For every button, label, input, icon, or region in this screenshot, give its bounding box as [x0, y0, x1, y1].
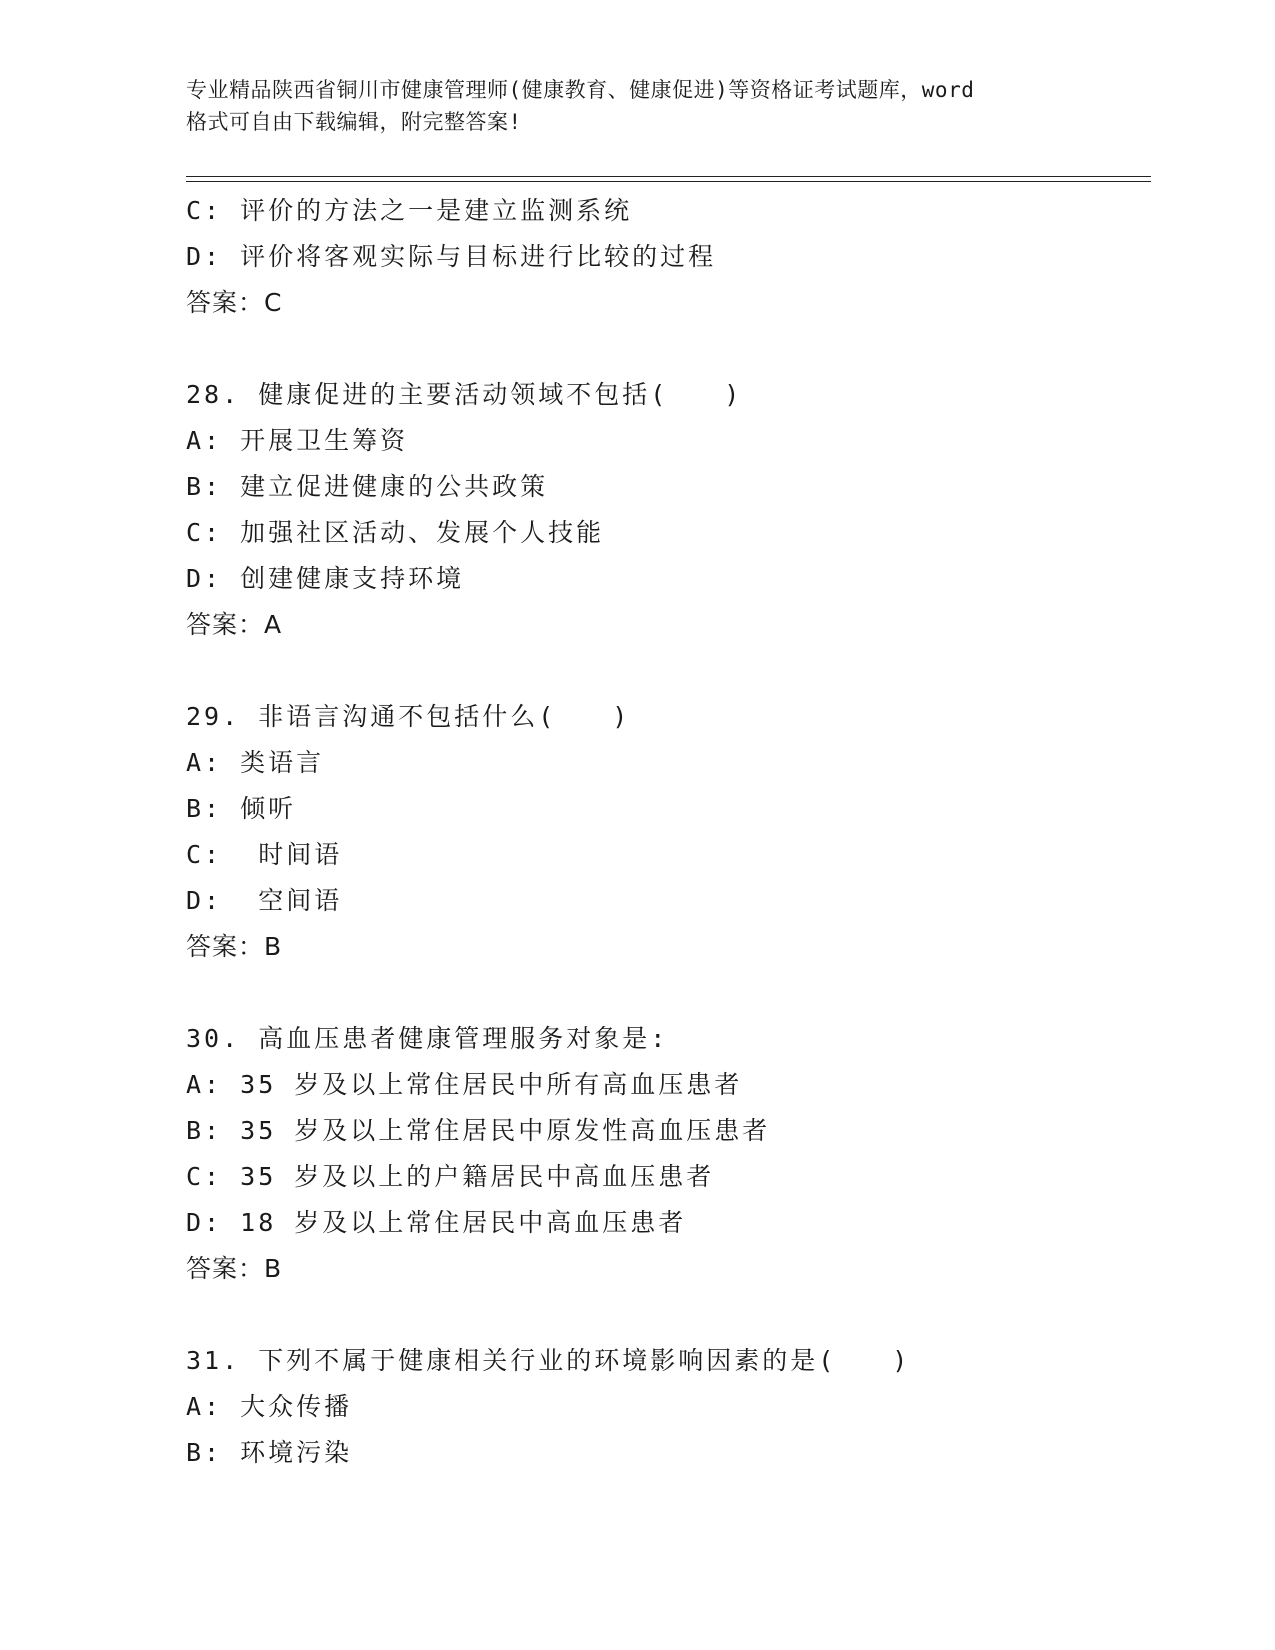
option-d: D: 18 岁及以上常住居民中高血压患者: [186, 1208, 687, 1237]
option-c: C: 时间语: [186, 840, 343, 869]
option-a: A: 开展卫生筹资: [186, 426, 409, 455]
spacer: [186, 1292, 1146, 1338]
option-a: A: 35 岁及以上常住居民中所有高血压患者: [186, 1070, 743, 1099]
answer: 答案：C: [186, 288, 283, 317]
option-c: C: 加强社区活动、发展个人技能: [186, 518, 605, 547]
option-b: B: 建立促进健康的公共政策: [186, 472, 549, 501]
answer: 答案：B: [186, 1254, 283, 1283]
question-stem: 30. 高血压患者健康管理服务对象是:: [186, 1024, 669, 1053]
spacer: [186, 970, 1146, 1016]
document-header: [186, 74, 1086, 138]
spacer: [186, 326, 1146, 372]
question-stem: 29. 非语言沟通不包括什么( ): [186, 702, 631, 731]
previous-question-tail: [186, 188, 1146, 326]
header-divider-top: [186, 176, 1151, 177]
question-stem: 31. 下列不属于健康相关行业的环境影响因素的是( ): [186, 1346, 911, 1375]
question-30: [186, 1016, 1146, 1292]
option-b: B: 35 岁及以上常住居民中原发性高血压患者: [186, 1116, 771, 1145]
spacer: [186, 648, 1146, 694]
question-list: [186, 188, 1146, 1476]
answer: 答案：B: [186, 932, 283, 961]
option-c: C: 评价的方法之一是建立监测系统: [186, 196, 633, 225]
option-b: B: 环境污染: [186, 1438, 353, 1467]
header-divider-bottom: [186, 181, 1151, 182]
question-28: [186, 372, 1146, 648]
option-b: B: 倾听: [186, 794, 297, 823]
question-stem: 28. 健康促进的主要活动领域不包括( ): [186, 380, 743, 409]
question-31: [186, 1338, 1146, 1476]
header-line-2: 格式可自由下载编辑，附完整答案!: [186, 110, 522, 134]
header-line-1: 专业精品陕西省铜川市健康管理师(健康教育、健康促进)等资格证考试题库，word: [186, 78, 975, 102]
question-29: [186, 694, 1146, 970]
option-d: D: 评价将客观实际与目标进行比较的过程: [186, 242, 717, 271]
answer: 答案：A: [186, 610, 283, 639]
option-c: C: 35 岁及以上的户籍居民中高血压患者: [186, 1162, 715, 1191]
option-d: D: 空间语: [186, 886, 343, 915]
option-a: A: 类语言: [186, 748, 325, 777]
option-d: D: 创建健康支持环境: [186, 564, 465, 593]
option-a: A: 大众传播: [186, 1392, 353, 1421]
